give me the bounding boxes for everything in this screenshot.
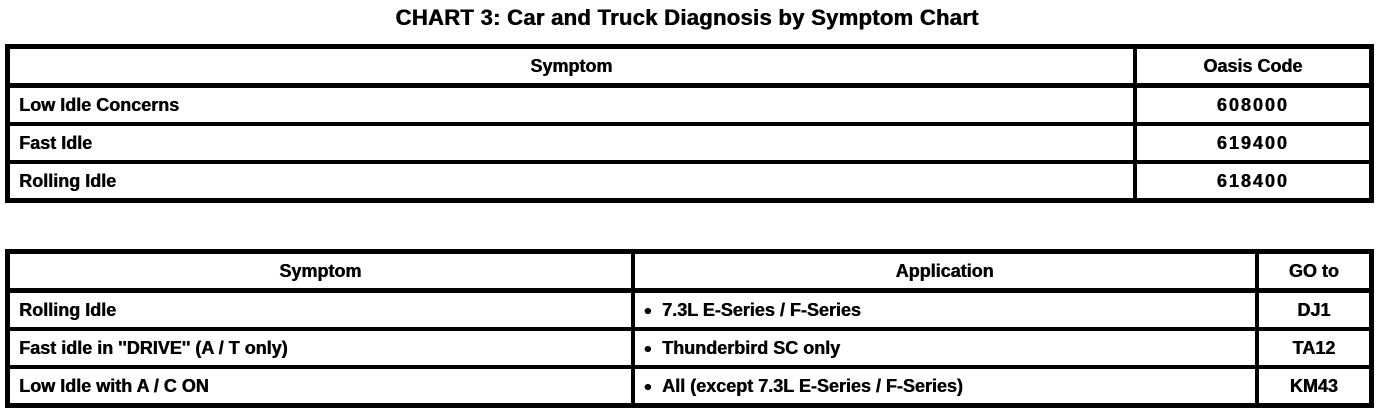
symptom-cell: Low Idle Concerns xyxy=(8,86,1135,125)
bullet-icon: ● xyxy=(643,340,652,356)
table-row xyxy=(8,162,1372,201)
symptom-cell: Rolling Idle xyxy=(8,162,1135,201)
application-goto-table xyxy=(5,249,1374,408)
table-header-row xyxy=(8,252,1372,291)
application-text: All (except 7.3L E-Series / F-Series) xyxy=(661,376,963,396)
goto-code-cell: TA12 xyxy=(1257,329,1372,367)
oasis-code-cell: 618400 xyxy=(1135,162,1372,201)
oasis-code-table xyxy=(5,44,1374,203)
chart-title: CHART 3: Car and Truck Diagnosis by Symptom Chart xyxy=(395,5,979,30)
application-cell xyxy=(633,329,1257,367)
bullet-icon: ● xyxy=(643,378,652,394)
symptom-cell: Fast idle in ''DRIVE'' (A / T only) xyxy=(8,329,633,367)
table-row xyxy=(8,329,1372,367)
table-row xyxy=(8,124,1372,162)
bullet-icon: ● xyxy=(643,302,652,318)
goto-code-cell: KM43 xyxy=(1257,367,1372,406)
symptom-cell: Fast Idle xyxy=(8,124,1135,162)
table-row xyxy=(8,367,1372,406)
application-column-header: Application xyxy=(633,252,1257,291)
symptom-column-header: Symptom xyxy=(8,47,1135,86)
table-row xyxy=(8,291,1372,330)
oasis-code-column-header: Oasis Code xyxy=(1135,47,1372,86)
application-text: 7.3L E-Series / F-Series xyxy=(661,300,861,320)
application-cell xyxy=(633,367,1257,406)
symptom-cell: Low Idle with A / C ON xyxy=(8,367,633,406)
symptom-cell: Rolling Idle xyxy=(8,291,633,330)
application-cell xyxy=(633,291,1257,330)
application-text: Thunderbird SC only xyxy=(661,338,840,358)
table-row xyxy=(8,86,1372,125)
table-header-row xyxy=(8,47,1372,86)
oasis-code-cell: 608000 xyxy=(1135,86,1372,125)
symptom-column-header: Symptom xyxy=(8,252,633,291)
oasis-code-cell: 619400 xyxy=(1135,124,1372,162)
goto-column-header: GO to xyxy=(1257,252,1372,291)
goto-code-cell: DJ1 xyxy=(1257,291,1372,330)
